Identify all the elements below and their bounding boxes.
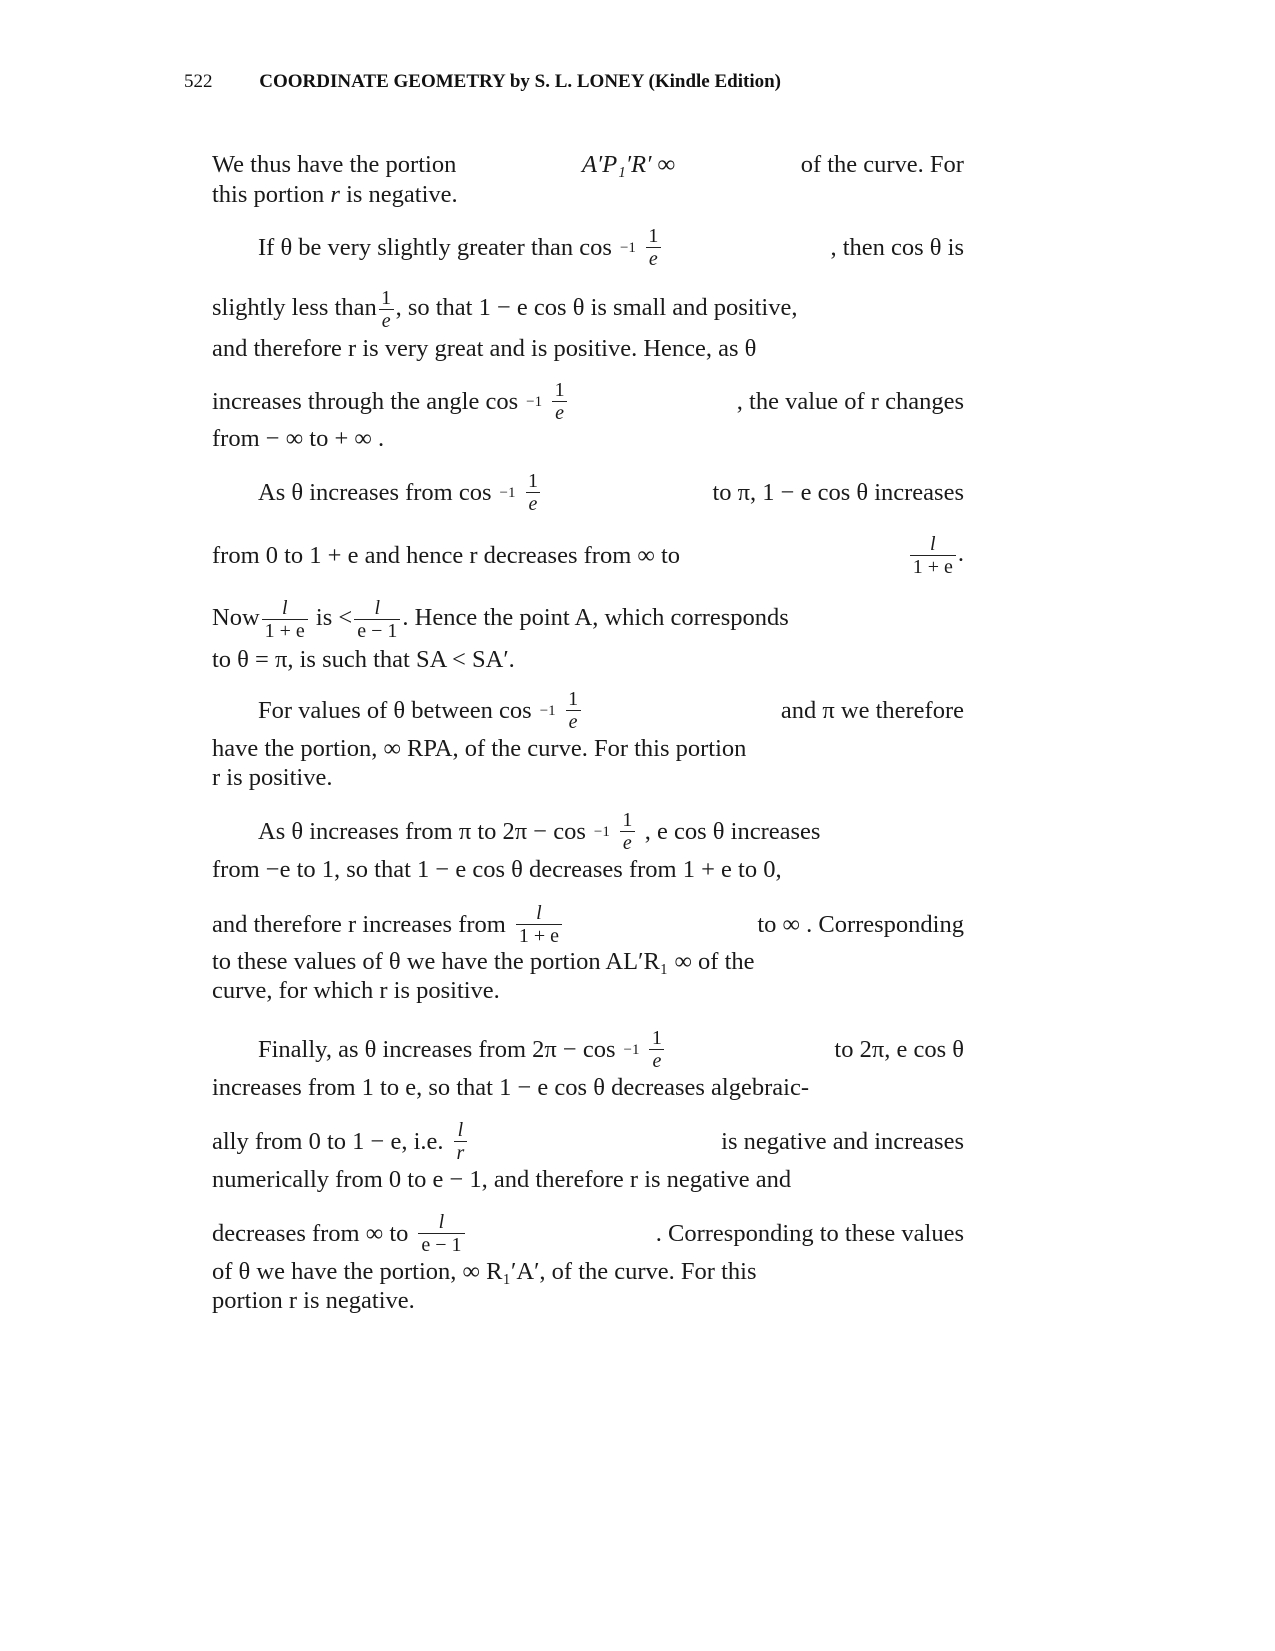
fraction: $\frac{1}{e}$ <box>649 1027 664 1072</box>
text-line-10: Now $\frac{l}{1 + e}$ is < $\frac{l}{e - 1}$ . Hence the point A, which corresponds <box>212 597 789 642</box>
fraction: $\frac{l}{1 + e}$ <box>262 597 308 642</box>
page-header <box>184 71 781 93</box>
text-line-5: and therefore r is very great and is positive. Hence, as θ <box>212 335 757 362</box>
text-line-21: increases from 1 to e, so that 1 − e cos θ decreases algebraic- <box>212 1074 809 1101</box>
text-line-13: have the portion, ∞ RPA, of the curve. For this portion <box>212 735 747 762</box>
fraction: $\frac{1}{e}$ <box>620 809 635 854</box>
text-line-3: If θ be very slightly greater than cos −1 $\frac{1}{e}$ , then cos θ is <box>258 225 964 270</box>
text-line-7: from − ∞ to + ∞ . <box>212 425 385 452</box>
text-line-9: from 0 to 1 + e and hence r decreases from ∞ to $\frac{l}{1 + e}$ . <box>212 533 964 578</box>
fraction: $\frac{l}{r}$ <box>454 1119 468 1164</box>
text-line-4: slightly less than $\frac{1}{e}$ , so that 1 − e cos θ is small and positive, <box>212 287 798 332</box>
text-line-23: numerically from 0 to e − 1, and therefore r is negative and <box>212 1166 792 1193</box>
text-line-22: ally from 0 to 1 − e, i.e. $\frac{l}{r}$ is negative and increases <box>212 1119 964 1164</box>
text-line-15: As θ increases from π to 2π − cos −1 $\frac{1}{e}$ , e cos θ increases <box>258 809 821 854</box>
page-number: 522 <box>184 71 213 92</box>
text-line-24: decreases from ∞ to $\frac{l}{e - 1}$ . Corresponding to these values <box>212 1211 964 1256</box>
fraction: $\frac{1}{e}$ <box>646 225 661 270</box>
text-line-6: increases through the angle cos −1 $\frac{1}{e}$ , the value of r changes <box>212 379 964 424</box>
fraction: $\frac{l}{1 + e}$ <box>516 902 562 947</box>
text-line-8: As θ increases from cos −1 $\frac{1}{e}$ to π, 1 − e cos θ increases <box>258 470 964 515</box>
fraction: $\frac{1}{e}$ <box>552 379 567 424</box>
fraction: $\frac{1}{e}$ <box>526 470 541 515</box>
text-line-11: to θ = π, is such that SA < SA′. <box>212 646 515 673</box>
text-line-12: For values of θ between cos −1 $\frac{1}{e}$ and π we therefore <box>258 688 964 733</box>
text-line-1: We thus have the portion A′P₁′R′ ∞ of the curve. For <box>212 151 964 178</box>
text-line-26: portion r is negative. <box>212 1287 415 1314</box>
text-line-2: this portion r is negative. <box>212 181 458 208</box>
text-line-16: from −e to 1, so that 1 − e cos θ decreases from 1 + e to 0, <box>212 856 782 883</box>
text-line-18: to these values of θ we have the portion AL′R₁ ∞ of the <box>212 948 755 975</box>
text-line-17: and therefore r increases from $\frac{l}{1 + e}$ to ∞ . Corresponding <box>212 902 964 947</box>
text-line-14: r is positive. <box>212 764 333 791</box>
fraction: $\frac{l}{e - 1}$ <box>354 597 400 642</box>
fraction: $\frac{1}{e}$ <box>379 287 394 332</box>
fraction: $\frac{l}{1 + e}$ <box>910 533 956 578</box>
text-line-19: curve, for which r is positive. <box>212 977 500 1004</box>
text-line-20: Finally, as θ increases from 2π − cos −1 $\frac{1}{e}$ to 2π, e cos θ <box>258 1027 964 1072</box>
fraction: $\frac{1}{e}$ <box>566 688 581 733</box>
text-line-25: of θ we have the portion, ∞ R₁′A′, of the curve. For this <box>212 1258 757 1285</box>
fraction: $\frac{l}{e - 1}$ <box>418 1211 464 1256</box>
running-title: COORDINATE GEOMETRY by S. L. LONEY (Kindle Edition) <box>259 71 781 92</box>
